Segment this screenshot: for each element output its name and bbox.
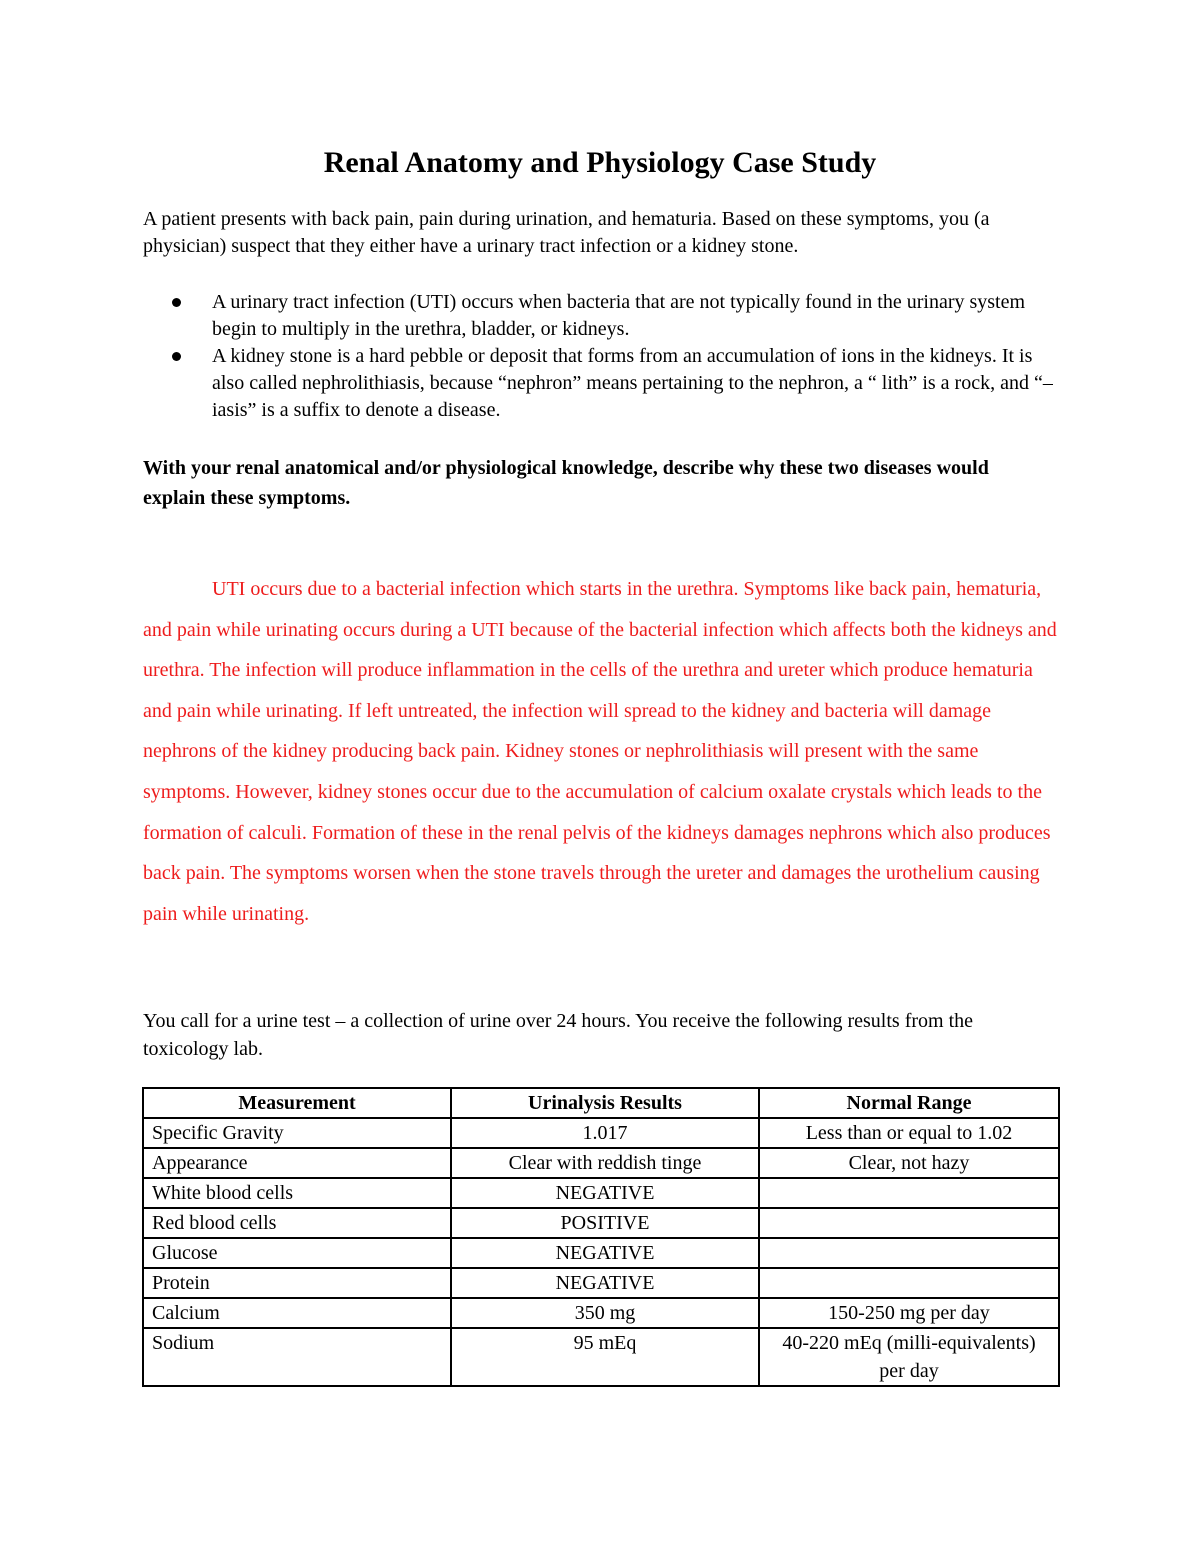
cell-normal-range (759, 1238, 1059, 1268)
cell-normal-range (759, 1178, 1059, 1208)
bullet-item-uti (143, 289, 1063, 343)
cell-normal-range (759, 1268, 1059, 1298)
cell-measurement: Specific Gravity (143, 1118, 451, 1148)
column-header-measurement: Measurement (143, 1088, 451, 1118)
bullet-list (143, 289, 1063, 424)
table-row (143, 1208, 1059, 1238)
cell-result: NEGATIVE (451, 1238, 759, 1268)
cell-normal-range: 150-250 mg per day (759, 1298, 1059, 1328)
bullet-icon (172, 298, 181, 307)
cell-measurement: White blood cells (143, 1178, 451, 1208)
cell-normal-range: Clear, not hazy (759, 1148, 1059, 1178)
cell-normal-range: Less than or equal to 1.02 (759, 1118, 1059, 1148)
urine-test-paragraph: You call for a urine test – a collection of urine over 24 hours. You receive the following results from the toxicology lab. (143, 1010, 973, 1060)
bullet-item-kidney-stone (143, 343, 1063, 424)
cell-result: 95 mEq (451, 1328, 759, 1386)
column-header-normal-range: Normal Range (759, 1088, 1059, 1118)
question-prompt: With your renal anatomical and/or physiological knowledge, describe why these two diseases would explain these symptoms. (143, 457, 989, 509)
column-header-results: Urinalysis Results (451, 1088, 759, 1118)
cell-result: Clear with reddish tinge (451, 1148, 759, 1178)
urinalysis-table (142, 1087, 1060, 1387)
cell-result: 350 mg (451, 1298, 759, 1328)
cell-measurement: Sodium (143, 1328, 451, 1386)
cell-measurement: Red blood cells (143, 1208, 451, 1238)
cell-measurement: Glucose (143, 1238, 451, 1268)
cell-result: 1.017 (451, 1118, 759, 1148)
bullet-icon (172, 352, 181, 361)
answer-paragraph: UTI occurs due to a bacterial infection which starts in the urethra. Symptoms like back pain, hematuria, and pain while urinating occurs during a UTI because of the bacterial infection which affects both the kidneys and urethra. The infection will produce inflammation in the cells of the urethra and ureter which produce hematuria and pain while urinating. If left untreated, the infection will spread to the kidney and bacteria will damage nephrons of the kidney producing back pain. Kidney stones or nephrolithiasis will present with the same symptoms. However, kidney stones occur due to the accumulation of calcium oxalate crystals which leads to the formation of calculi. Formation of these in the renal pelvis of the kidneys damages nephrons which also produces back pain. The symptoms worsen when the stone travels through the ureter and damages the urothelium causing pain while urinating. (143, 578, 1057, 925)
cell-result: POSITIVE (451, 1208, 759, 1238)
bullet-text: A kidney stone is a hard pebble or deposit that forms from an accumulation of ions in the kidneys. It is also called nephrolithiasis, because “nephron” means pertaining to the nephron, a “ lith” is a rock, and “–iasis” is a suffix to denote a disease. (212, 345, 1053, 421)
intro-paragraph: A patient presents with back pain, pain during urination, and hematuria. Based on these symptoms, you (a physician) suspect that they either have a urinary tract infection or a kidney stone. (143, 208, 990, 257)
cell-measurement: Protein (143, 1268, 451, 1298)
cell-result: NEGATIVE (451, 1268, 759, 1298)
cell-measurement: Calcium (143, 1298, 451, 1328)
bullet-text: A urinary tract infection (UTI) occurs when bacteria that are not typically found in the urinary system begin to multiply in the urethra, bladder, or kidneys. (212, 291, 1026, 340)
table-row (143, 1118, 1059, 1148)
table-row (143, 1298, 1059, 1328)
table-row (143, 1268, 1059, 1298)
table-row (143, 1328, 1059, 1386)
table-row (143, 1178, 1059, 1208)
cell-result: NEGATIVE (451, 1178, 759, 1208)
table-header-row (143, 1088, 1059, 1118)
page-title: Renal Anatomy and Physiology Case Study (323, 146, 877, 179)
cell-measurement: Appearance (143, 1148, 451, 1178)
table-row (143, 1238, 1059, 1268)
cell-normal-range (759, 1208, 1059, 1238)
cell-normal-range: 40-220 mEq (milli-equivalents) per day (759, 1328, 1059, 1386)
table-row (143, 1148, 1059, 1178)
